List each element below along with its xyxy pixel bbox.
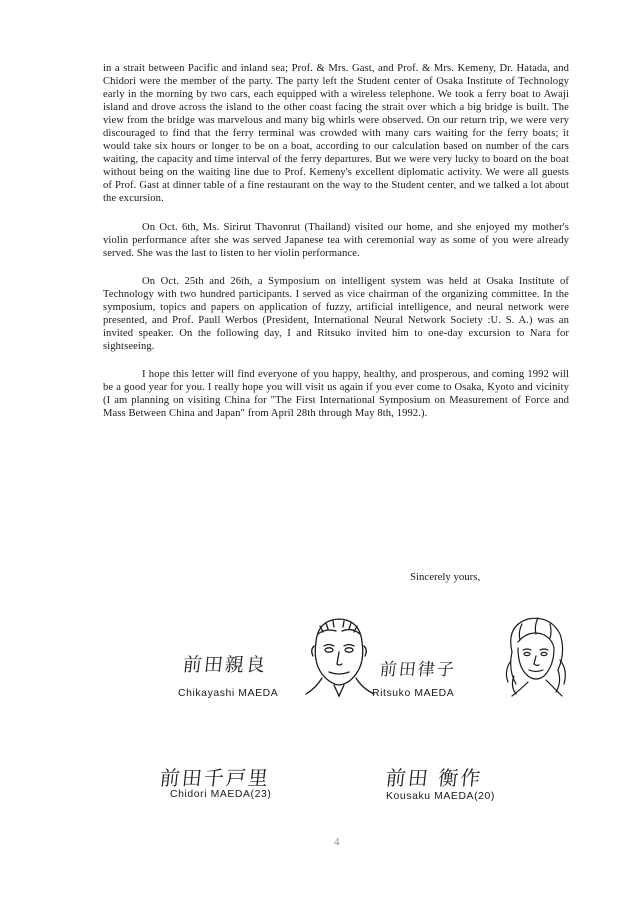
printed-name: Ritsuko MAEDA: [372, 688, 455, 699]
man-portrait-icon: [296, 612, 382, 698]
paragraph-closing-wishes: I hope this letter will find everyone of you happy, healthy, and prosperous, and coming 1992 will be a good year for you. I really hope you will visit us again if you ever come to Osaka, Kyoto and vicinity (I am planning on visiting China for "The First International Symposium on Measurement of Force and Mass Between China and Japan" from April 28th through May 8th, 1992.).: [103, 368, 569, 420]
printed-name: Kousaku MAEDA(20): [386, 791, 495, 802]
letter-body: [103, 62, 569, 435]
signature-name-chidori: [170, 784, 271, 802]
handwritten-signature: 前田親良: [181, 654, 269, 676]
closing-salutation: Sincerely yours,: [410, 571, 481, 583]
handwritten-signature: 前田律子: [378, 660, 457, 680]
paragraph-symposium: On Oct. 25th and 26th, a Symposium on intelligent system was held at Osaka Institute of Technology with two hundred participants. I served as vice chairman of the organizing committee. In the symposium, topics and papers on application of fuzzy, artificial intelligence, and neural network were presented, and Prof. Paull Werbos (President, International Neural Network Society :U. S. A.) was an invited speaker. On the following day, I and Ritsuko invited him to one-day excursion to Nara for sightseeing.: [103, 275, 569, 352]
printed-name: Chikayashi MAEDA: [178, 688, 279, 699]
paragraph-excursion: in a strait between Pacific and inland sea; Prof. & Mrs. Gast, and Prof. & Mrs. Kemeny, Dr. Hatada, and Chidori were the member of the party. The party left the Student center of Osaka Institute of Technology early in the morning by two cars, each equipped with a wireless telephone. We took a ferry boat to Awaji island and drove across the island to the other coast facing the strait over which a big bridge is built. The view from the bridge was marvelous and many big whirls were observed. On our return trip, we were very discouraged to find that the ferry terminal was crowded with many cars waiting for the ferry boats; it would take six hours or longer to be on a boat, according to our calculation based on number of the cars waiting, the capacity and time interval of the ferry departures. But we were very lucky to board on the boat without being on the waiting line due to Prof. Kemeny's excellent diplomatic activity. We were all guests of Prof. Gast at dinner table of a fine restaurant on the way to the Student center, and we talked a lot about the excursion.: [103, 63, 569, 205]
paragraph-visit: On Oct. 6th, Ms. Sirirut Thavonrut (Thailand) visited our home, and she enjoyed my mother's violin performance after she was served Japanese tea with ceremonial way as some of you were already served. She was the last to listen to her violin performance.: [103, 221, 569, 259]
printed-name: Chidori MAEDA(23): [170, 789, 272, 800]
handwritten-signature: 前田千戸里: [158, 766, 272, 790]
woman-portrait-icon: [498, 612, 572, 698]
signature-ritsuko: [380, 655, 456, 680]
signature-name-ritsuko: [372, 683, 454, 701]
signature-name-chikayashi: [178, 683, 278, 701]
signature-chikayashi: [183, 650, 267, 677]
signature-name-kousaku: [386, 786, 495, 804]
page-number: 4: [334, 836, 340, 848]
handwritten-signature: 前田 衡作: [384, 766, 484, 790]
